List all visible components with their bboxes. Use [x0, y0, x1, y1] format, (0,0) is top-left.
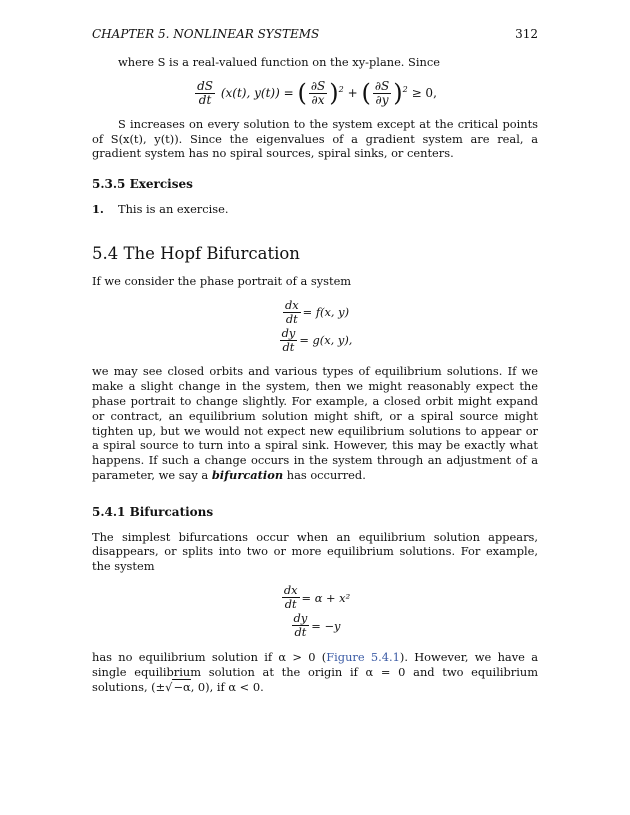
bifurcation-paragraph: we may see closed orbits and various types of equilibrium solutions. If we make a slight change in the system, then we might reasonably expect the phase portrait to change slightly. For example, a closed orbit might expand or contract, an equilibrium solution might shift, or a spiral source might tighten up, but we would not expect new equilibrium solutions to appear or a spiral source to turn into a spiral sink. However, this may be exactly what happens. If such a change occurs in the system through an adjustment of a parameter, we say a bifurcation has occurred. — [92, 364, 538, 482]
sqrt-symbol: √ — [165, 679, 173, 694]
frac-dS-dt: $\frac{dS}{dt}$ — [197, 78, 214, 107]
simplest-bifurcations-paragraph: The simplest bifurcations occur when an equilibrium solution appears, disappears, or splits into two or more equilibrium solutions. For example, the system — [92, 529, 538, 574]
page-number: 312 — [515, 27, 538, 41]
system-equations-2: $\frac{dx}{dt}$ = α + x² $\frac{dy}{dt}$ = −y — [283, 583, 351, 640]
gradient-equation: $\frac{dS}{dt}$ (x(t), y(t)) = ( $\frac{\partial S}{\partial x}$ )$^2$ + ( $\frac{\partial S}{\partial y}$ )$^2$ ≥ 0, — [197, 78, 437, 107]
section-5-4-heading: 5.4 The Hopf Bifurcation — [92, 243, 300, 263]
frac-dS-dy: $\frac{\partial S}{\partial y}$ — [374, 78, 390, 107]
page-body — [92, 55, 538, 694]
system-equations-1: $\frac{dx}{dt}$ = f(x, y) $\frac{dy}{dt}$ = g(x, y), — [281, 297, 353, 354]
running-header — [92, 27, 538, 41]
figure-5-4-1-link[interactable]: Figure 5.4.1 — [326, 649, 400, 664]
bifurcation-term: bifurcation — [211, 467, 284, 482]
intro-paragraph: where S is a real-valued function on the xy-plane. Since — [118, 55, 440, 69]
exercise-item: 1. This is an exercise. — [92, 201, 229, 216]
section-5-4-1-heading: 5.4.1 Bifurcations — [92, 504, 214, 519]
chapter-title: CHAPTER 5. NONLINEAR SYSTEMS — [92, 27, 320, 41]
frac-dS-dx: $\frac{\partial S}{\partial x}$ — [310, 78, 326, 107]
equilibrium-paragraph: has no equilibrium solution if α > 0 (Figure 5.4.1). However, we have a single equilibrium solution at the origin if α = 0 and two equilibrium solutions, (±√−α, 0), if α < 0. — [92, 649, 538, 694]
phase-portrait-paragraph: If we consider the phase portrait of a system — [92, 273, 352, 288]
gradient-paragraph: S increases on every solution to the system except at the critical points of S(x(t), y(t)). Since the eigenvalues of a gradient system are real, a gradient system has no spiral sources, spiral sinks, or centers. — [92, 116, 538, 161]
section-5-3-5-heading: 5.3.5 Exercises — [92, 177, 193, 192]
